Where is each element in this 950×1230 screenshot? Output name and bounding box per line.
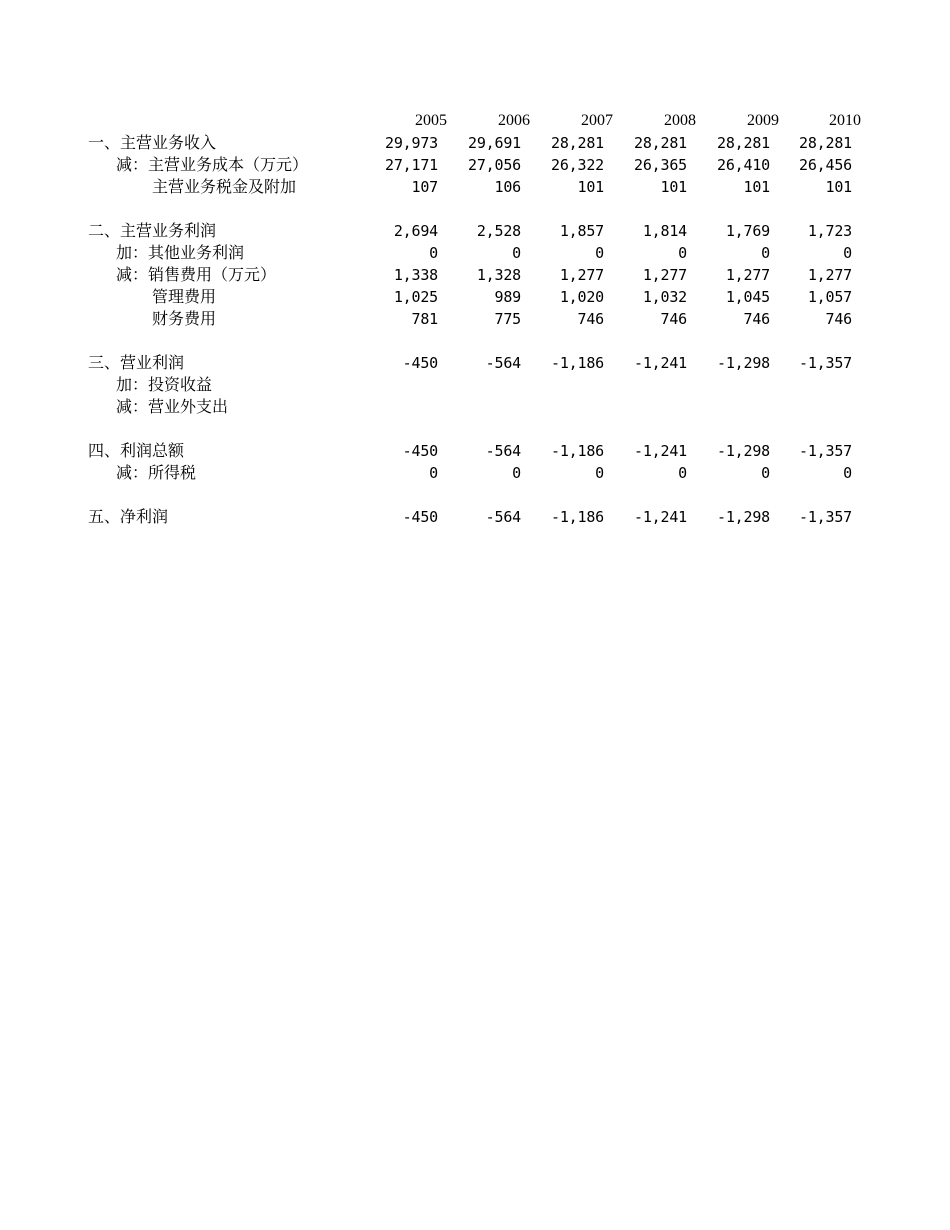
year-header: 2006 bbox=[498, 112, 530, 129]
value-cell: -1,357 bbox=[799, 508, 852, 526]
value-cell: -1,357 bbox=[799, 354, 852, 372]
row-label: 四、利润总额 bbox=[88, 441, 185, 460]
value-cell: 1,025 bbox=[393, 288, 438, 306]
value-cell: -1,186 bbox=[551, 508, 604, 526]
value-cell: 28,281 bbox=[799, 134, 852, 152]
table-row bbox=[0, 396, 950, 418]
value-cell: 1,277 bbox=[725, 266, 770, 284]
value-cell: 28,281 bbox=[634, 134, 687, 152]
value-cell: 27,056 bbox=[468, 156, 521, 174]
year-header: 2009 bbox=[747, 112, 779, 129]
table-row bbox=[0, 132, 950, 154]
spacer-row bbox=[0, 418, 950, 440]
year-header: 2008 bbox=[664, 112, 696, 129]
value-cell: 1,277 bbox=[559, 266, 604, 284]
row-label: 财务费用 bbox=[152, 309, 217, 328]
value-cell: -450 bbox=[402, 442, 438, 460]
value-cell: 107 bbox=[411, 178, 438, 196]
value-cell: 106 bbox=[494, 178, 521, 196]
spacer-row bbox=[0, 198, 950, 220]
value-cell: 1,769 bbox=[725, 222, 770, 240]
value-cell: 1,277 bbox=[642, 266, 687, 284]
value-cell: 1,328 bbox=[476, 266, 521, 284]
value-cell: 0 bbox=[595, 244, 604, 262]
value-cell: 27,171 bbox=[385, 156, 438, 174]
table-row bbox=[0, 242, 950, 264]
row-label: 管理费用 bbox=[152, 287, 217, 306]
value-cell: 1,277 bbox=[807, 266, 852, 284]
value-cell: 746 bbox=[660, 310, 687, 328]
value-cell: 775 bbox=[494, 310, 521, 328]
row-label: 主营业务税金及附加 bbox=[152, 177, 297, 196]
value-cell: 1,057 bbox=[807, 288, 852, 306]
value-cell: -1,298 bbox=[717, 442, 770, 460]
row-label: 加：投资收益 bbox=[116, 375, 213, 394]
value-cell: 26,410 bbox=[717, 156, 770, 174]
value-cell: -450 bbox=[402, 508, 438, 526]
value-cell: 0 bbox=[678, 244, 687, 262]
row-label: 一、主营业务收入 bbox=[88, 133, 217, 152]
value-cell: 28,281 bbox=[717, 134, 770, 152]
value-cell: -564 bbox=[485, 508, 521, 526]
value-cell: 0 bbox=[512, 244, 521, 262]
row-label: 二、主营业务利润 bbox=[88, 221, 217, 240]
value-cell: 0 bbox=[595, 464, 604, 482]
value-cell: 101 bbox=[743, 178, 770, 196]
table-row bbox=[0, 440, 950, 462]
value-cell: -1,186 bbox=[551, 354, 604, 372]
value-cell: 1,045 bbox=[725, 288, 770, 306]
spacer-row bbox=[0, 484, 950, 506]
value-cell: 1,032 bbox=[642, 288, 687, 306]
value-cell: 0 bbox=[843, 464, 852, 482]
value-cell: 0 bbox=[429, 464, 438, 482]
row-label: 减：销售费用（万元） bbox=[116, 265, 277, 284]
value-cell: 746 bbox=[825, 310, 852, 328]
value-cell: 746 bbox=[743, 310, 770, 328]
table-row bbox=[0, 286, 950, 308]
table-row bbox=[0, 462, 950, 484]
value-cell: 0 bbox=[761, 464, 770, 482]
value-cell: -1,357 bbox=[799, 442, 852, 460]
value-cell: 0 bbox=[512, 464, 521, 482]
value-cell: -564 bbox=[485, 354, 521, 372]
value-cell: 1,338 bbox=[393, 266, 438, 284]
row-label: 减：主营业务成本（万元） bbox=[116, 155, 309, 174]
table-row bbox=[0, 506, 950, 528]
value-cell: -1,298 bbox=[717, 354, 770, 372]
value-cell: -1,241 bbox=[634, 354, 687, 372]
table-row bbox=[0, 352, 950, 374]
table-row bbox=[0, 308, 950, 330]
value-cell: -564 bbox=[485, 442, 521, 460]
value-cell: 0 bbox=[429, 244, 438, 262]
value-cell: 1,857 bbox=[559, 222, 604, 240]
value-cell: 28,281 bbox=[551, 134, 604, 152]
value-cell: 0 bbox=[843, 244, 852, 262]
year-header: 2005 bbox=[415, 112, 447, 129]
value-cell: 101 bbox=[577, 178, 604, 196]
value-cell: 989 bbox=[494, 288, 521, 306]
table-row bbox=[0, 176, 950, 198]
income-statement-sheet bbox=[0, 110, 950, 528]
value-cell: -1,186 bbox=[551, 442, 604, 460]
value-cell: 1,020 bbox=[559, 288, 604, 306]
value-cell: 746 bbox=[577, 310, 604, 328]
value-cell: 26,322 bbox=[551, 156, 604, 174]
table-row bbox=[0, 374, 950, 396]
row-label: 减：营业外支出 bbox=[116, 397, 229, 416]
value-cell: -450 bbox=[402, 354, 438, 372]
value-cell: -1,298 bbox=[717, 508, 770, 526]
value-cell: 0 bbox=[678, 464, 687, 482]
value-cell: 26,456 bbox=[799, 156, 852, 174]
row-label: 五、净利润 bbox=[88, 507, 169, 526]
value-cell: -1,241 bbox=[634, 508, 687, 526]
value-cell: 1,723 bbox=[807, 222, 852, 240]
table-row bbox=[0, 154, 950, 176]
row-label: 三、营业利润 bbox=[88, 353, 185, 372]
table-row bbox=[0, 220, 950, 242]
value-cell: 2,694 bbox=[393, 222, 438, 240]
value-cell: -1,241 bbox=[634, 442, 687, 460]
row-label: 减：所得税 bbox=[116, 463, 197, 482]
table-row bbox=[0, 264, 950, 286]
spacer-row bbox=[0, 330, 950, 352]
value-cell: 101 bbox=[660, 178, 687, 196]
year-header: 2007 bbox=[581, 112, 613, 129]
year-header-row bbox=[0, 110, 950, 132]
value-cell: 781 bbox=[411, 310, 438, 328]
value-cell: 1,814 bbox=[642, 222, 687, 240]
year-header: 2010 bbox=[829, 112, 861, 129]
value-cell: 26,365 bbox=[634, 156, 687, 174]
value-cell: 0 bbox=[761, 244, 770, 262]
row-label: 加：其他业务利润 bbox=[116, 243, 245, 262]
value-cell: 29,973 bbox=[385, 134, 438, 152]
value-cell: 29,691 bbox=[468, 134, 521, 152]
value-cell: 101 bbox=[825, 178, 852, 196]
value-cell: 2,528 bbox=[476, 222, 521, 240]
